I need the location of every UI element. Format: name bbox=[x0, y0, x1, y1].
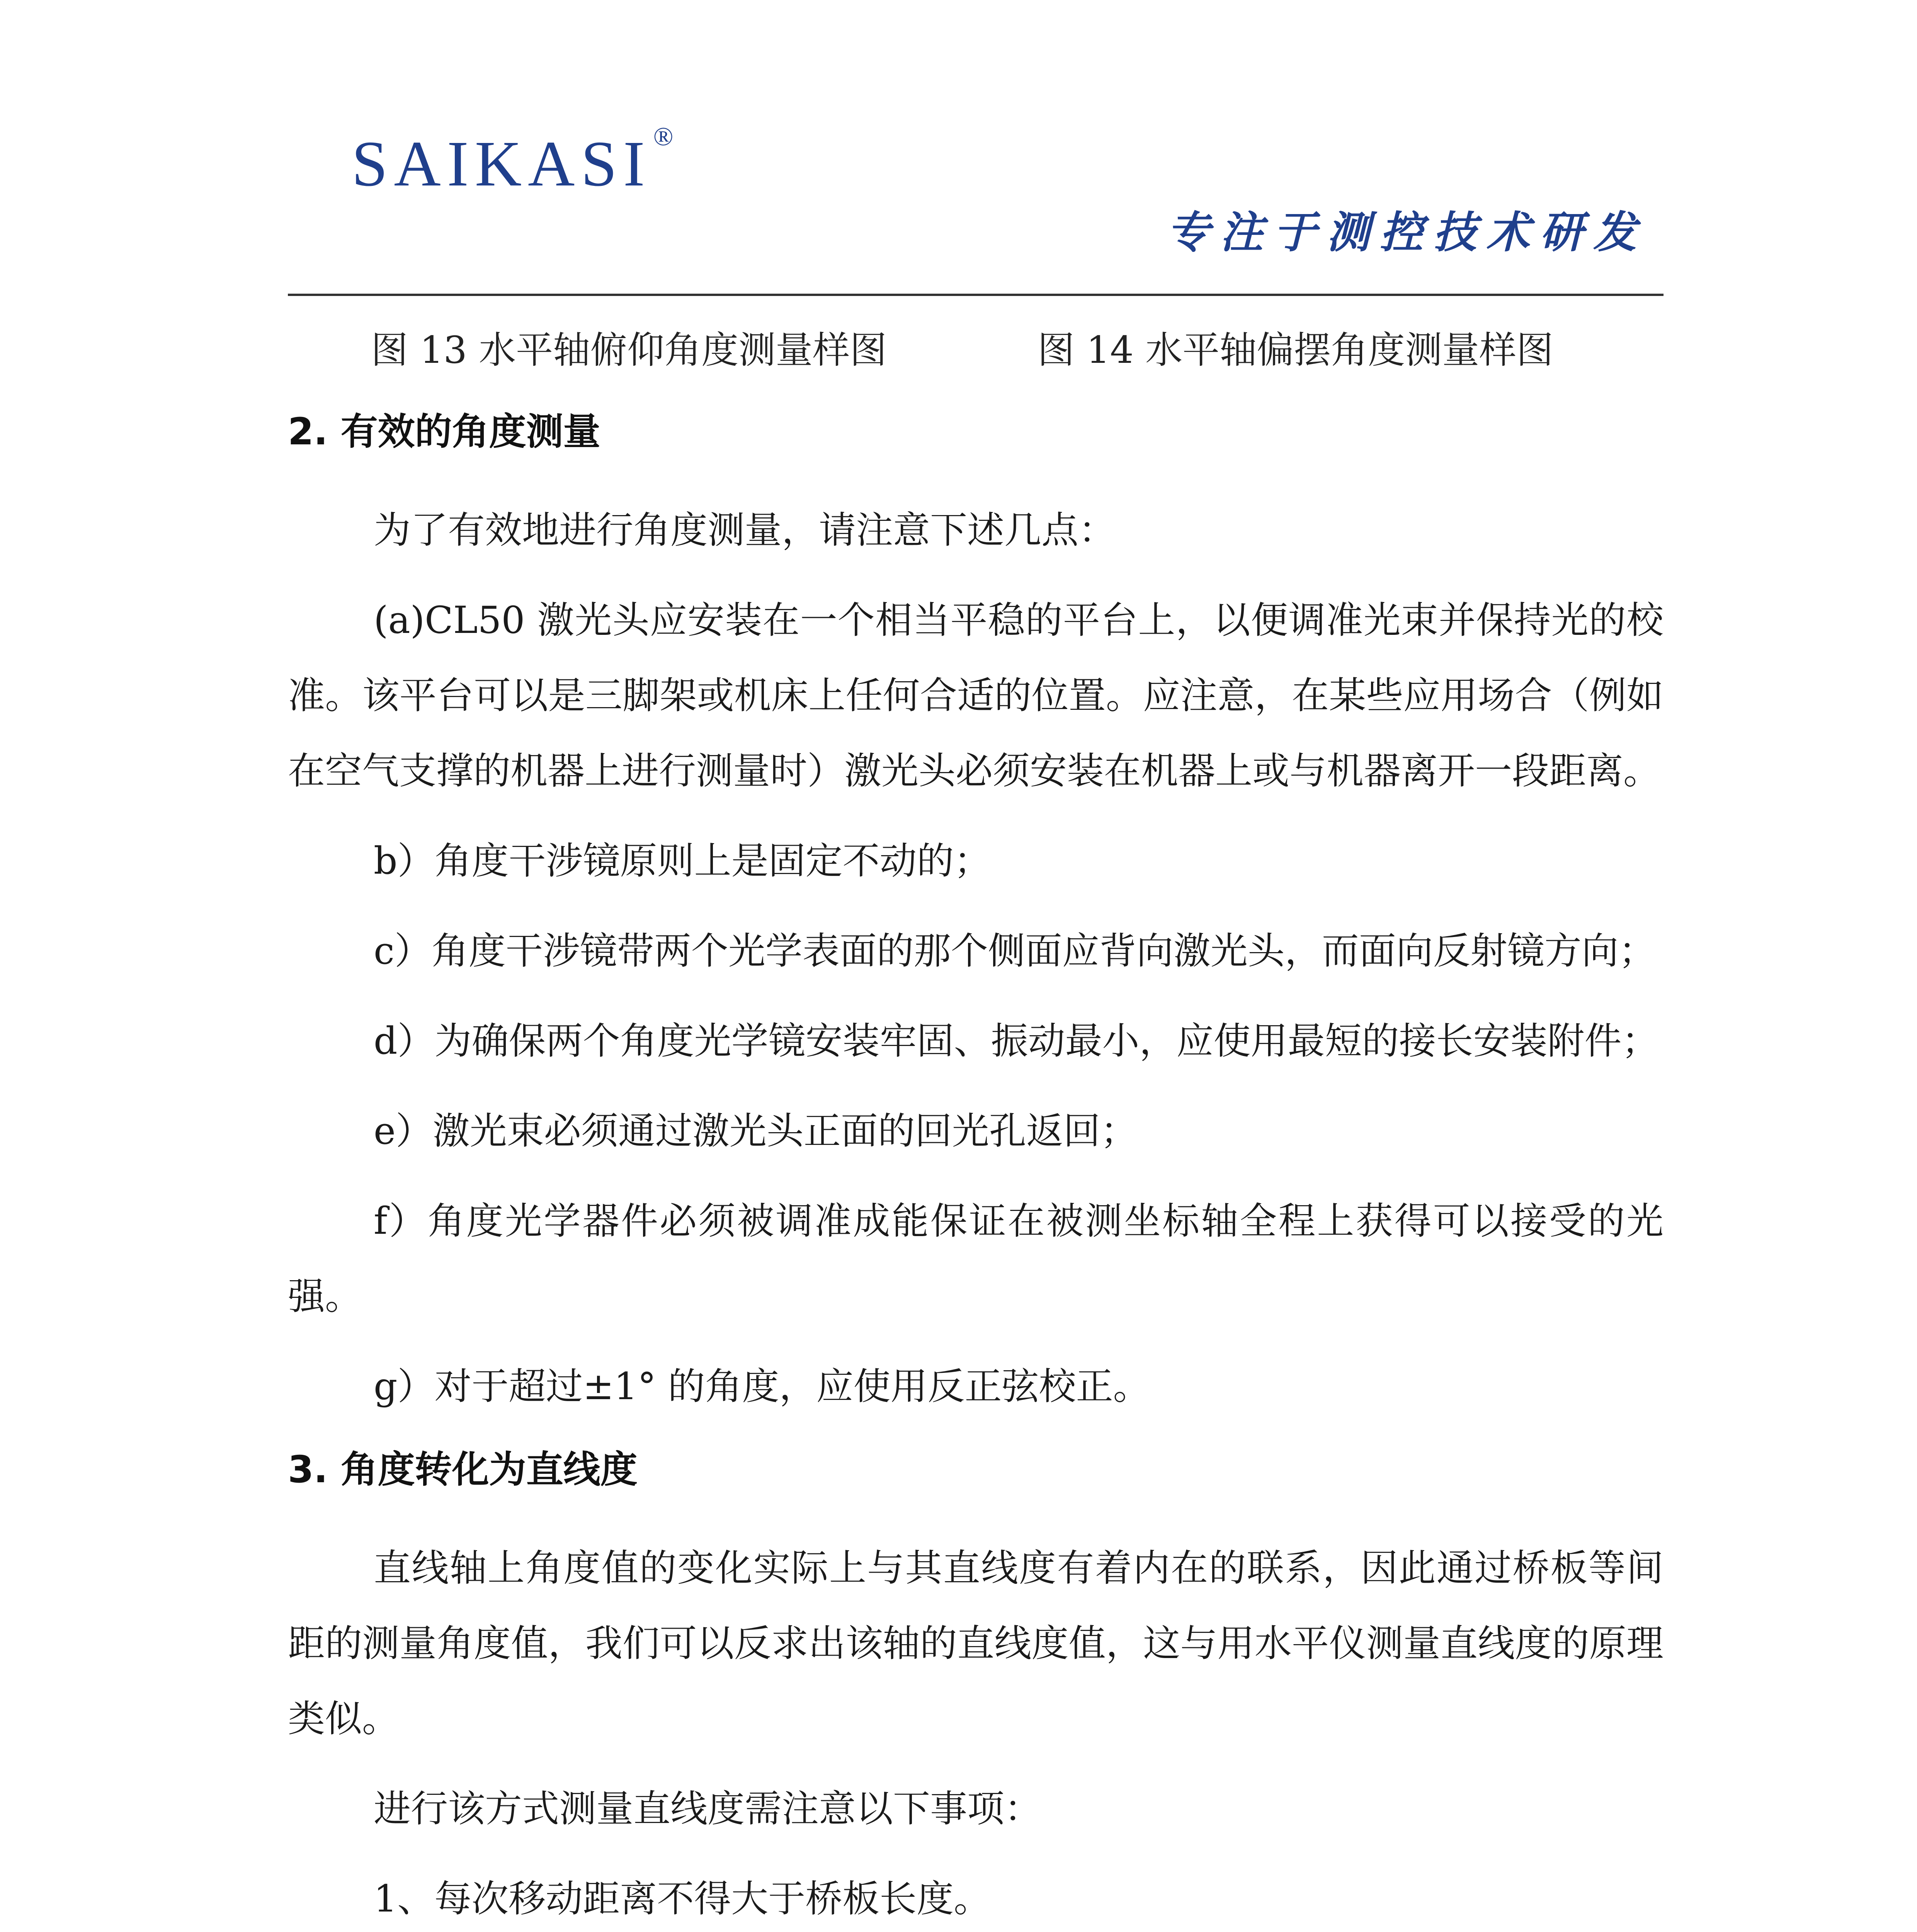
section-2-item-g: g）对于超过±1° 的角度，应使用反正弦校正。 bbox=[374, 1365, 1150, 1408]
section-3-paragraph: 直线轴上角度值的变化实际上与其直线度有着内在的联系，因此通过桥板等间距的测量角度值，我们可以反求出该轴的直线度值，这与用水平仪测量直线度的原理类似。 bbox=[288, 1546, 1664, 1741]
section-3-notes-intro: 进行该方式测量直线度需注意以下事项： bbox=[374, 1787, 1041, 1831]
body-content bbox=[288, 410, 1664, 1932]
figure-captions bbox=[371, 321, 1685, 383]
section-2-intro: 为了有效地进行角度测量，请注意下述几点： bbox=[374, 509, 1116, 552]
header-slogan: 专注于测控技术研发 bbox=[1167, 207, 1647, 258]
section-2-item-a: (a)CL50 激光头应安装在一个相当平稳的平台上，以便调准光束并保持光的校准。该平台可以是三脚架或机床上任何合适的位置。应注意，在某些应用场合（例如在空气支撑的机器上进行测量时）激光头必须安装在机器上或与机器离开一段距离。 bbox=[288, 599, 1664, 793]
saikasi-logo bbox=[352, 122, 674, 224]
section-2-heading: 2. 有效的角度测量 bbox=[288, 410, 600, 453]
section-2-item-b: b）角度干涉镜原则上是固定不动的； bbox=[374, 839, 991, 883]
brand-name: SAIKASI bbox=[352, 128, 651, 200]
section-2-item-d: d）为确保两个角度光学镜安装牢固、振动最小，应使用最短的接长安装附件； bbox=[374, 1019, 1659, 1063]
header-divider bbox=[288, 294, 1664, 296]
section-2-item-e: e）激光束必须通过激光头正面的回光孔返回； bbox=[374, 1109, 1138, 1153]
figure-13-caption: 图 13 水平轴俯仰角度测量样图 bbox=[371, 328, 887, 372]
section-2-item-f: f）角度光学器件必须被调准成能保证在被测坐标轴全程上获得可以接受的光强。 bbox=[288, 1199, 1664, 1318]
registered-mark: ® bbox=[653, 122, 674, 151]
section-3-heading: 3. 角度转化为直线度 bbox=[288, 1448, 638, 1492]
section-2-item-c: c）角度干涉镜带两个光学表面的那个侧面应背向激光头，而面向反射镜方向； bbox=[374, 929, 1656, 973]
section-3-note-1: 1、每次移动距离不得大于桥板长度。 bbox=[374, 1877, 991, 1921]
figure-14-caption: 图 14 水平轴偏摆角度测量样图 bbox=[1038, 328, 1554, 372]
